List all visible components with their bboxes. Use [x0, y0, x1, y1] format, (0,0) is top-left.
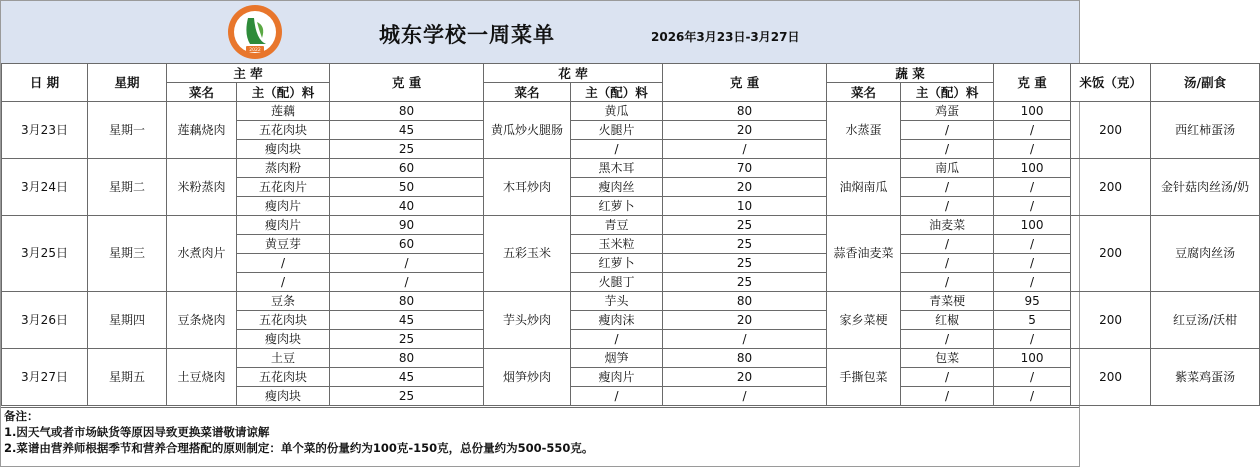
main-ingredient-cell: 瘦肉块 [237, 387, 330, 406]
col-side-dish: 菜名 [484, 83, 571, 102]
side-weight-cell: / [663, 387, 827, 406]
side-weight-cell: / [663, 330, 827, 349]
side-weight-cell: 25 [663, 216, 827, 235]
table-row [2, 349, 1260, 368]
logo-year: 2022 [249, 48, 261, 53]
veg-weight-cell: / [994, 273, 1071, 292]
main-ingredient-cell: / [237, 273, 330, 292]
main-ingredient-cell: 瘦肉片 [237, 197, 330, 216]
main-ingredient-cell: 五花肉块 [237, 311, 330, 330]
main-weight-cell: 45 [330, 311, 484, 330]
veg-weight-cell: / [994, 368, 1071, 387]
main-dish-cell: 米粉蒸肉 [167, 159, 237, 216]
main-ingredient-cell: / [237, 254, 330, 273]
main-ingredient-cell: 五花肉片 [237, 178, 330, 197]
veg-ingredient-cell: / [901, 387, 994, 406]
col-weekday: 星期 [88, 64, 167, 102]
notes-line-2: 2.菜谱由营养师根据季节和营养合理搭配的原则制定：单个菜的份量约为100克-150克，总份量约为500-550克。 [4, 441, 594, 455]
veg-weight-cell: / [994, 178, 1071, 197]
soup-cell: 金针菇肉丝汤/奶 [1151, 159, 1260, 216]
veg-ingredient-cell: / [901, 178, 994, 197]
col-veg-dish: 菜名 [827, 83, 901, 102]
col-veg-ingredient: 主（配）料 [901, 83, 994, 102]
main-weight-cell: 40 [330, 197, 484, 216]
main-weight-cell: 80 [330, 102, 484, 121]
side-ingredient-cell: 红萝卜 [571, 197, 663, 216]
veg-dish-cell: 手撕包菜 [827, 349, 901, 406]
veg-ingredient-cell: 鸡蛋 [901, 102, 994, 121]
veg-dish-cell: 蒜香油麦菜 [827, 216, 901, 292]
col-main-dish: 菜名 [167, 83, 237, 102]
date-range: 2026年3月23日-3月27日 [651, 30, 800, 44]
main-ingredient-cell: 五花肉块 [237, 368, 330, 387]
side-ingredient-cell: 火腿片 [571, 121, 663, 140]
col-date: 日 期 [2, 64, 88, 102]
main-dish-cell: 土豆烧肉 [167, 349, 237, 406]
main-weight-cell: 45 [330, 121, 484, 140]
side-weight-cell: 70 [663, 159, 827, 178]
veg-ingredient-cell: / [901, 273, 994, 292]
col-main-ingredient: 主（配）料 [237, 83, 330, 102]
side-dish-cell: 芋头炒肉 [484, 292, 571, 349]
main-weight-cell: 25 [330, 330, 484, 349]
soup-cell: 红豆汤/沃柑 [1151, 292, 1260, 349]
soup-cell: 豆腐肉丝汤 [1151, 216, 1260, 292]
main-weight-cell: 60 [330, 159, 484, 178]
main-ingredient-cell: 五花肉块 [237, 121, 330, 140]
side-weight-cell: 25 [663, 235, 827, 254]
main-weight-cell: 80 [330, 292, 484, 311]
notes-line-1: 1.因天气或者市场缺货等原因导致更换菜谱敬请谅解 [4, 425, 270, 439]
date-cell: 3月23日 [2, 102, 88, 159]
veg-ingredient-cell: / [901, 140, 994, 159]
main-weight-cell: 80 [330, 349, 484, 368]
col-rice: 米饭（克） [1071, 64, 1151, 102]
main-ingredient-cell: 黄豆芽 [237, 235, 330, 254]
veg-ingredient-cell: 包菜 [901, 349, 994, 368]
side-ingredient-cell: / [571, 387, 663, 406]
side-weight-cell: 20 [663, 178, 827, 197]
veg-weight-cell: 5 [994, 311, 1071, 330]
col-side-weight: 克 重 [663, 64, 827, 102]
main-ingredient-cell: 豆条 [237, 292, 330, 311]
side-weight-cell: 25 [663, 273, 827, 292]
side-ingredient-cell: 火腿丁 [571, 273, 663, 292]
side-ingredient-cell: 瘦肉片 [571, 368, 663, 387]
side-ingredient-cell: 烟笋 [571, 349, 663, 368]
veg-ingredient-cell: / [901, 330, 994, 349]
main-weight-cell: 60 [330, 235, 484, 254]
main-dish-cell: 水煮肉片 [167, 216, 237, 292]
date-cell: 3月27日 [2, 349, 88, 406]
soup-cell: 紫菜鸡蛋汤 [1151, 349, 1260, 406]
side-weight-cell: 80 [663, 102, 827, 121]
table-row [2, 292, 1260, 311]
veg-dish-cell: 家乡菜梗 [827, 292, 901, 349]
veg-ingredient-cell: / [901, 197, 994, 216]
main-ingredient-cell: 土豆 [237, 349, 330, 368]
veg-ingredient-cell: 青菜梗 [901, 292, 994, 311]
weekday-cell: 星期一 [88, 102, 167, 159]
side-ingredient-cell: / [571, 140, 663, 159]
col-main-weight: 克 重 [330, 64, 484, 102]
main-weight-cell: / [330, 254, 484, 273]
veg-weight-cell: 100 [994, 216, 1071, 235]
side-ingredient-cell: 黑木耳 [571, 159, 663, 178]
side-weight-cell: 20 [663, 368, 827, 387]
veg-weight-cell: / [994, 235, 1071, 254]
veg-weight-cell: / [994, 197, 1071, 216]
side-weight-cell: 25 [663, 254, 827, 273]
table-row [2, 102, 1260, 121]
side-ingredient-cell: 黄瓜 [571, 102, 663, 121]
main-weight-cell: 50 [330, 178, 484, 197]
veg-ingredient-cell: / [901, 254, 994, 273]
veg-weight-cell: / [994, 121, 1071, 140]
weekday-cell: 星期五 [88, 349, 167, 406]
main-ingredient-cell: 瘦肉块 [237, 140, 330, 159]
side-weight-cell: 20 [663, 121, 827, 140]
date-cell: 3月24日 [2, 159, 88, 216]
side-dish-cell: 木耳炒肉 [484, 159, 571, 216]
main-ingredient-cell: 莲藕 [237, 102, 330, 121]
main-ingredient-cell: 瘦肉块 [237, 330, 330, 349]
veg-weight-cell: / [994, 387, 1071, 406]
rice-cell: 200 [1071, 159, 1151, 216]
col-soup: 汤/副食 [1151, 64, 1260, 102]
veg-ingredient-cell: / [901, 368, 994, 387]
side-dish-cell: 烟笋炒肉 [484, 349, 571, 406]
veg-ingredient-cell: 红椒 [901, 311, 994, 330]
veg-ingredient-cell: 南瓜 [901, 159, 994, 178]
table-row [2, 216, 1260, 235]
main-weight-cell: 25 [330, 387, 484, 406]
rice-cell: 200 [1071, 216, 1151, 292]
menu-body [2, 102, 1260, 406]
main-weight-cell: / [330, 273, 484, 292]
side-ingredient-cell: 瘦肉丝 [571, 178, 663, 197]
side-ingredient-cell: / [571, 330, 663, 349]
veg-weight-cell: / [994, 140, 1071, 159]
weekday-cell: 星期四 [88, 292, 167, 349]
main-weight-cell: 25 [330, 140, 484, 159]
page-title: 城东学校一周菜单 [379, 23, 555, 47]
main-dish-cell: 莲藕烧肉 [167, 102, 237, 159]
veg-weight-cell: 100 [994, 102, 1071, 121]
date-cell: 3月26日 [2, 292, 88, 349]
veg-ingredient-cell: / [901, 121, 994, 140]
side-ingredient-cell: 玉米粒 [571, 235, 663, 254]
veg-dish-cell: 油焖南瓜 [827, 159, 901, 216]
side-weight-cell: / [663, 140, 827, 159]
veg-dish-cell: 水蒸蛋 [827, 102, 901, 159]
main-weight-cell: 45 [330, 368, 484, 387]
weekday-cell: 星期三 [88, 216, 167, 292]
soup-cell: 西红柿蛋汤 [1151, 102, 1260, 159]
side-weight-cell: 80 [663, 292, 827, 311]
side-ingredient-cell: 红萝卜 [571, 254, 663, 273]
side-weight-cell: 20 [663, 311, 827, 330]
veg-ingredient-cell: / [901, 235, 994, 254]
col-side: 花 荦 [484, 64, 663, 83]
main-ingredient-cell: 蒸肉粉 [237, 159, 330, 178]
col-main: 主 荦 [167, 64, 330, 83]
notes [1, 407, 1079, 467]
side-ingredient-cell: 瘦肉沫 [571, 311, 663, 330]
notes-heading: 备注： [4, 409, 39, 423]
side-weight-cell: 10 [663, 197, 827, 216]
title-bar [1, 1, 1079, 64]
col-veg: 蔬 菜 [827, 64, 994, 83]
rice-cell: 200 [1071, 292, 1151, 349]
veg-weight-cell: 95 [994, 292, 1071, 311]
rice-cell: 200 [1071, 102, 1151, 159]
side-dish-cell: 五彩玉米 [484, 216, 571, 292]
date-cell: 3月25日 [2, 216, 88, 292]
weekday-cell: 星期二 [88, 159, 167, 216]
menu-table [1, 63, 1260, 406]
veg-weight-cell: / [994, 254, 1071, 273]
veg-weight-cell: 100 [994, 159, 1071, 178]
veg-weight-cell: / [994, 330, 1071, 349]
veg-weight-cell: 100 [994, 349, 1071, 368]
table-row [2, 159, 1260, 178]
main-dish-cell: 豆条烧肉 [167, 292, 237, 349]
main-ingredient-cell: 瘦肉片 [237, 216, 330, 235]
veg-ingredient-cell: 油麦菜 [901, 216, 994, 235]
rice-cell: 200 [1071, 349, 1151, 406]
col-veg-weight: 克 重 [994, 64, 1071, 102]
side-ingredient-cell: 芋头 [571, 292, 663, 311]
col-side-ingredient: 主（配）料 [571, 83, 663, 102]
school-logo-icon [226, 4, 284, 60]
side-dish-cell: 黄瓜炒火腿肠 [484, 102, 571, 159]
side-weight-cell: 80 [663, 349, 827, 368]
side-ingredient-cell: 青豆 [571, 216, 663, 235]
main-weight-cell: 90 [330, 216, 484, 235]
